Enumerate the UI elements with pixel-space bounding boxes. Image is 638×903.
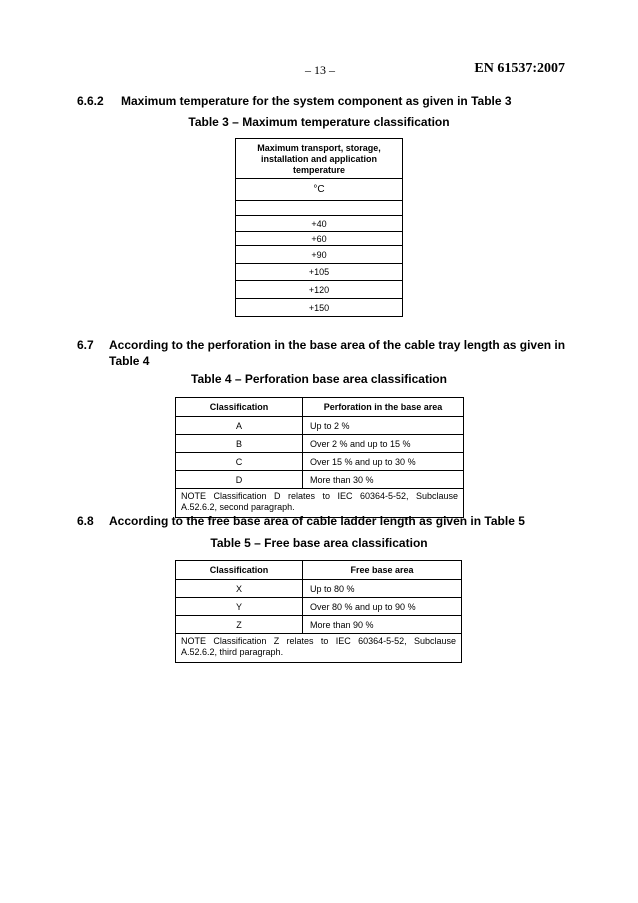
clause-heading-6-8: According to the free base area of cable ladder length as given in Table 5 — [109, 514, 525, 528]
table-3-cell: +40 — [236, 216, 403, 232]
table-5-col-header: Classification — [176, 561, 303, 580]
table-5-caption: Table 5 – Free base area classification — [210, 536, 428, 550]
table-4-col-header: Perforation in the base area — [303, 398, 464, 417]
table-4-cell: Over 2 % and up to 15 % — [303, 435, 464, 453]
table-4-cell: Up to 2 % — [303, 417, 464, 435]
table-5-cell: Z — [176, 616, 303, 634]
clause-number-6-8: 6.8 — [77, 514, 94, 528]
table-3-header: Maximum transport, storage, installation and application temperature — [236, 139, 403, 179]
table-4-col-header: Classification — [176, 398, 303, 417]
table-4-note: NOTE Classification D relates to IEC 60364-5-52, Subclause A.52.6.2, second paragraph. — [176, 489, 464, 518]
table-3-unit: °C — [236, 179, 403, 201]
table-3-cell: +150 — [236, 299, 403, 317]
table-5-cell: Over 80 % and up to 90 % — [303, 598, 462, 616]
table-5-note: NOTE Classification Z relates to IEC 60364-5-52, Subclause A.52.6.2, third paragraph. — [176, 634, 462, 663]
table-4-caption: Table 4 – Perforation base area classification — [191, 372, 447, 386]
table-5 — [175, 560, 462, 663]
table-5-cell: X — [176, 580, 303, 598]
clause-heading-6-6-2: Maximum temperature for the system component as given in Table 3 — [121, 94, 512, 108]
table-4-cell: More than 30 % — [303, 471, 464, 489]
table-4-cell: B — [176, 435, 303, 453]
table-3-caption: Table 3 – Maximum temperature classification — [188, 115, 450, 129]
document-id: EN 61537:2007 — [474, 61, 565, 76]
table-5-cell: Up to 80 % — [303, 580, 462, 598]
table-3-cell: +120 — [236, 281, 403, 299]
table-5-cell: Y — [176, 598, 303, 616]
page-number: – 13 – — [305, 63, 335, 77]
clause-number-6-7: 6.7 — [77, 338, 94, 352]
table-5-cell: More than 90 % — [303, 616, 462, 634]
table-3-empty-row — [236, 201, 403, 216]
table-4 — [175, 397, 464, 518]
table-3-cell: +105 — [236, 264, 403, 281]
table-4-cell: Over 15 % and up to 30 % — [303, 453, 464, 471]
table-3-cell: +60 — [236, 232, 403, 246]
clause-heading-6-7-line1: According to the perforation in the base area of the cable tray length as given in — [109, 338, 566, 352]
clause-number-6-6-2: 6.6.2 — [77, 94, 104, 108]
table-3 — [235, 138, 403, 317]
table-4-cell: D — [176, 471, 303, 489]
table-4-cell: C — [176, 453, 303, 471]
table-3-cell: +90 — [236, 246, 403, 264]
table-5-col-header: Free base area — [303, 561, 462, 580]
table-4-cell: A — [176, 417, 303, 435]
clause-heading-6-7-line2: Table 4 — [109, 354, 150, 368]
